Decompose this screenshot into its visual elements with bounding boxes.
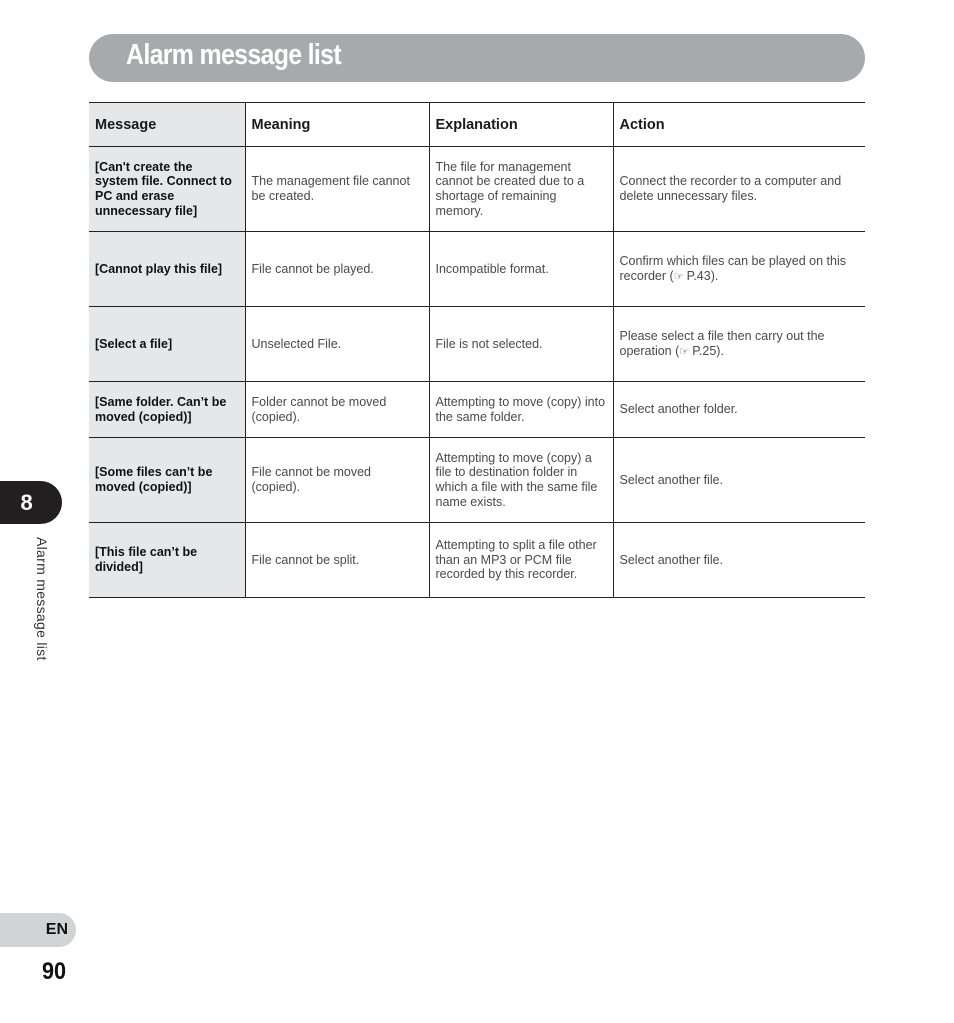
explanation-cell: Attempting to move (copy) into the same folder. xyxy=(429,382,613,438)
meaning-cell: Folder cannot be moved (copied). xyxy=(245,382,429,438)
column-header-action: Action xyxy=(613,103,865,147)
column-header-explanation: Explanation xyxy=(429,103,613,147)
chapter-side-label: Alarm message list xyxy=(34,537,50,661)
explanation-cell: Incompatible format. xyxy=(429,232,613,307)
table-row xyxy=(89,382,865,438)
table-row xyxy=(89,438,865,523)
pointing-hand-icon: ☞ xyxy=(679,345,693,358)
column-header-meaning: Meaning xyxy=(245,103,429,147)
action-page-ref: P.43). xyxy=(686,268,719,283)
message-cell: [Can't create the system file. Connect to PC and erase unnecessary file] xyxy=(89,147,245,232)
column-header-message: Message xyxy=(89,103,245,147)
meaning-cell: The management file cannot be created. xyxy=(245,147,429,232)
message-cell: [Select a file] xyxy=(89,307,245,382)
page-number: 90 xyxy=(42,958,67,985)
action-cell xyxy=(613,307,865,382)
table-row xyxy=(89,232,865,307)
meaning-cell: File cannot be moved (copied). xyxy=(245,438,429,523)
action-text: Confirm which files can be played on this recorder ( xyxy=(619,253,847,283)
message-cell: [This file can’t be divided] xyxy=(89,523,245,598)
meaning-cell: File cannot be played. xyxy=(245,232,429,307)
message-cell: [Cannot play this file] xyxy=(89,232,245,307)
explanation-cell: File is not selected. xyxy=(429,307,613,382)
meaning-cell: Unselected File. xyxy=(245,307,429,382)
action-cell xyxy=(613,438,865,523)
table-row xyxy=(89,523,865,598)
action-text: Select another folder. xyxy=(619,402,738,417)
table-row xyxy=(89,307,865,382)
action-cell xyxy=(613,382,865,438)
chapter-number: 8 xyxy=(20,489,33,515)
action-text: Please select a file then carry out the operation ( xyxy=(619,328,825,358)
explanation-cell: The file for management cannot be created due to a shortage of remaining memory. xyxy=(429,147,613,232)
language-tab xyxy=(0,913,76,947)
action-page-ref: P.25). xyxy=(692,343,724,358)
explanation-cell: Attempting to move (copy) a file to destination folder in which a file with the same file name exists. xyxy=(429,438,613,523)
title-bar xyxy=(89,34,865,82)
language-label: EN xyxy=(45,921,68,938)
action-cell xyxy=(613,523,865,598)
table-row xyxy=(89,147,865,232)
explanation-cell: Attempting to split a file other than an MP3 or PCM file recorded by this recorder. xyxy=(429,523,613,598)
action-text: Select another file. xyxy=(619,552,724,567)
message-cell: [Some files can’t be moved (copied)] xyxy=(89,438,245,523)
meaning-cell: File cannot be split. xyxy=(245,523,429,598)
alarm-message-table xyxy=(89,102,865,598)
message-cell: [Same folder. Can’t be moved (copied)] xyxy=(89,382,245,438)
pointing-hand-icon: ☞ xyxy=(673,270,687,283)
action-text: Select another file. xyxy=(619,472,724,487)
action-cell xyxy=(613,147,865,232)
table-header-row xyxy=(89,103,865,147)
page-title: Alarm message list xyxy=(126,39,341,71)
action-text: Connect the recorder to a computer and delete unnecessary files. xyxy=(619,174,842,203)
chapter-tab xyxy=(0,481,62,524)
action-cell xyxy=(613,232,865,307)
